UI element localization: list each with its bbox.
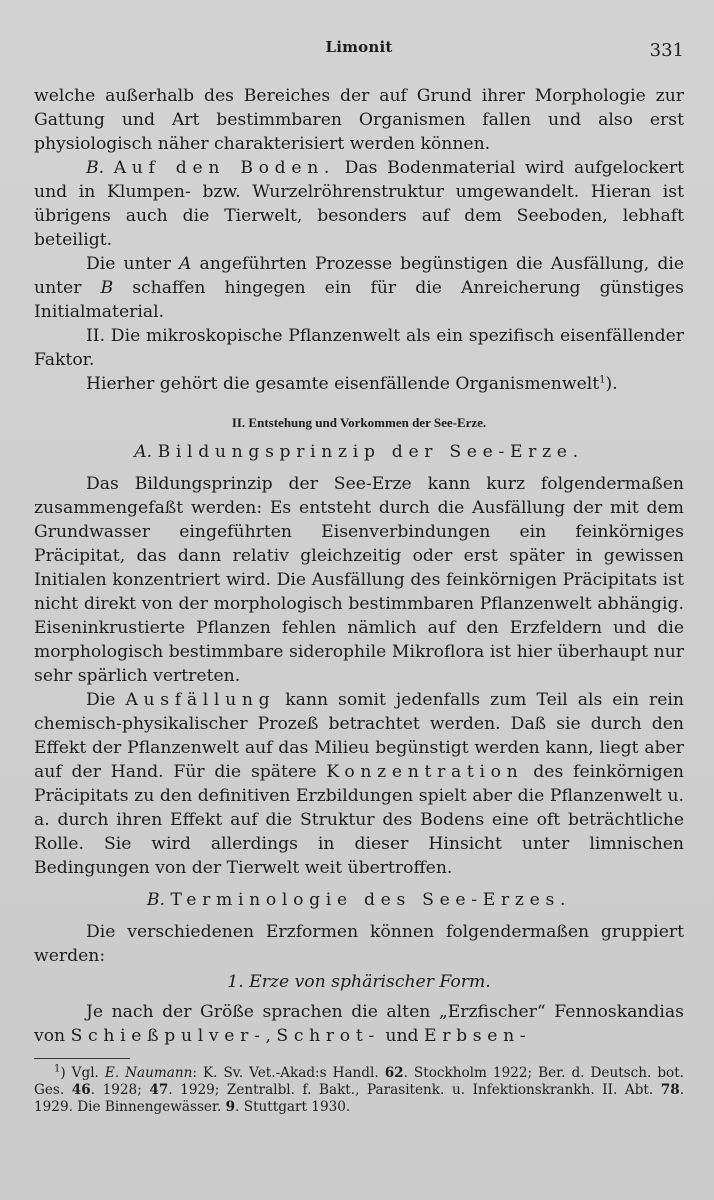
spaced-word: Ausfällung (125, 690, 276, 710)
subheading-label: B. (146, 890, 165, 910)
subsubheading: 1. Erze von sphärischer Form. (227, 972, 491, 992)
volume-number: 47 (149, 1082, 169, 1098)
text-run: . Stockholm 1922; Ber. d. Deutsch. bot. Ges. (34, 1065, 685, 1098)
subheading-label: A. (134, 442, 153, 462)
subheading-a (34, 440, 684, 464)
text-run: Die unter (86, 254, 180, 274)
text-run: , (265, 1026, 277, 1046)
page-number: 331 (649, 40, 684, 61)
paragraph-b-text: Das Bodenmaterial wird aufgelockert und in Klumpen- bzw. Wurzelröhrenstruktur umgewandelt. Hieran ist übrigens auch die Tierwelt, besonders auf dem Seeboden, lebhaft beteiligt. (34, 158, 684, 250)
spaced-word: Schrot- (276, 1026, 380, 1046)
text-run: Hierher gehört die gesamte eisenfällende Organismenwelt (86, 374, 600, 394)
paragraph-forms: Die verschiedenen Erzformen können folgendermaßen gruppiert werden: (34, 922, 684, 966)
spaced-word: Konzentration (326, 762, 524, 782)
subheading-title: Bildungsprinzip der See-Erze. (157, 442, 584, 462)
text-run: ). (605, 374, 618, 394)
running-head: Limonit (325, 38, 393, 56)
text-run: und (379, 1026, 424, 1046)
page-body (34, 84, 684, 1116)
page-header (34, 38, 684, 62)
footnote-mark: 1 (54, 1063, 61, 1075)
spaced-heading-boden: Auf den Boden. (113, 158, 336, 178)
subheading-title: Terminologie des See-Erzes. (170, 890, 572, 910)
paragraph-continuation: welche außerhalb des Bereiches der auf Grund ihrer Morphologie zur Gattung und Art bestimmbaren Organismen fallen und also erst physiologisch näher charakterisiert werden können. (34, 86, 684, 154)
section-heading: II. Entstehung und Vorkommen der See-Erze. (231, 415, 487, 430)
label-a: A (179, 254, 192, 274)
paragraph-principle: Das Bildungsprinzip der See-Erze kann kurz folgendermaßen zusammengefaßt werden: Es entsteht durch die Ausfällung der mit dem Grundwasser eingeführten Eisenverbindungen ein feinkörniges Präcipitat, das dann relativ gleichzeitig oder erst später in gewissen Initialen konzentriert wird. Die Ausfällung des feinkörnigen Präcipitats ist nicht direkt von der morphologisch bestimmbaren Pflanzenwelt abhängig. Eiseninkrustierte Pflanzen fehlen nämlich auf den Erzfeldern und die morphologisch bestimmbare siderophile Mikroflora ist hier überhaupt nur sehr spärlich vertreten. (34, 474, 684, 686)
text-run: Die (86, 690, 126, 710)
text-run: kann somit jedenfalls zum Teil als ein rein chemisch-physikalischer Prozeß betrachtet werden. Daß sie durch den Effekt der Pflanzenwelt auf das Milieu begünstigt werden kann, liegt aber auf der Hand. Für die spätere (34, 690, 684, 782)
spaced-word: Erbsen- (423, 1026, 532, 1046)
text-run: des feinkörnigen Präcipitats zu den definitiven Erzbildungen spielt aber die Pflanzenwelt u. a. durch ihren Effekt auf die Struktur des Bodens eine oft beträchtliche Rolle. Sie wird allerdings in dieser Hinsicht unter limnischen Bedingungen von der Tierwelt weit übertroffen. (34, 762, 684, 878)
text-run: angeführten Prozesse begünstigen die Ausfällung, die unter (34, 254, 685, 298)
paragraph-organisms (34, 372, 684, 396)
paragraph-processes (34, 252, 684, 324)
label-b: B (100, 278, 114, 298)
footnote-ref: 1 (599, 374, 606, 386)
volume-number: 9 (225, 1099, 236, 1115)
paragraph-sizes (34, 1000, 684, 1048)
text-run: schaffen hingegen ein für die Anreicherung günstiges Initialmaterial. (34, 278, 684, 322)
text-run: : K. Sv. Vet.-Akad:s Handl. (192, 1065, 385, 1081)
paragraph-b-boden (34, 156, 684, 252)
footnote (34, 1065, 684, 1116)
subheading-b (34, 888, 684, 912)
footnote-author: E. Naumann (104, 1065, 193, 1081)
volume-number: 78 (660, 1082, 680, 1098)
footnote-divider (34, 1058, 130, 1059)
volume-number: 62 (384, 1065, 404, 1081)
text-run: . 1928; (90, 1082, 150, 1098)
label-b: B. (86, 158, 105, 178)
volume-number: 46 (71, 1082, 91, 1098)
text-run: . Stuttgart 1930. (235, 1099, 351, 1115)
text-run: ) Vgl. (60, 1065, 105, 1081)
text-run: . 1929; Zentralbl. f. Bakt., Parasitenk. u. Infektionskrankh. II. Abt. (168, 1082, 661, 1098)
paragraph-microscopic: II. Die mikroskopische Pflanzenwelt als ein spezifisch eisenfällender Faktor. (34, 326, 684, 370)
text-run: . 1929. Die Binnengewässer. (34, 1082, 685, 1115)
paragraph-precipitation (34, 688, 684, 880)
text-run: Je nach der Größe sprachen die alten „Erzfischer“ Fennoskandias von (34, 1002, 684, 1046)
spaced-word: Schießpulver- (70, 1026, 266, 1046)
